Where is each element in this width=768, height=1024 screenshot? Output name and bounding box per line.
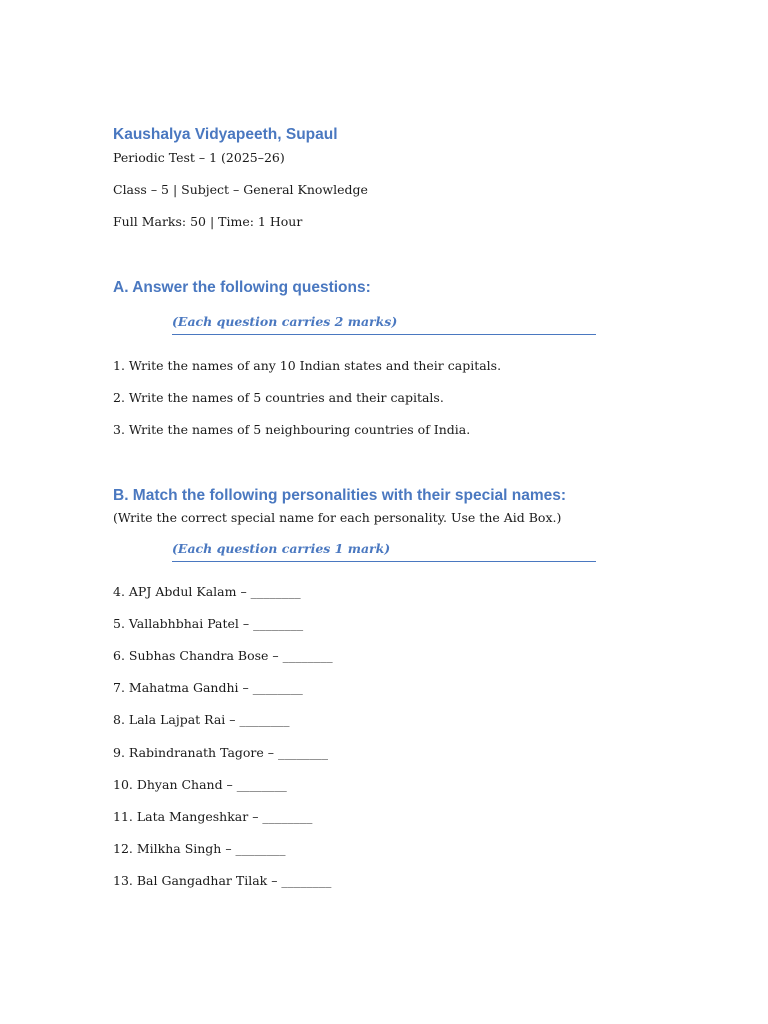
school-name: Kaushalya Vidyapeeth, Supaul: [113, 126, 338, 143]
question-13: 13. Bal Gangadhar Tilak – ________: [113, 873, 332, 888]
question-2: 2. Write the names of 5 countries and their capitals.: [113, 390, 444, 405]
section-b-instruction: (Write the correct special name for each personality. Use the Aid Box.): [113, 510, 562, 525]
question-3: 3. Write the names of 5 neighbouring countries of India.: [113, 422, 471, 437]
section-a-marks-note: (Each question carries 2 marks): [172, 314, 596, 335]
section-b-marks-note: (Each question carries 1 mark): [172, 541, 596, 562]
question-12: 12. Milkha Singh – ________: [113, 841, 286, 856]
question-1: 1. Write the names of any 10 Indian states and their capitals.: [113, 358, 502, 373]
marks-time: Full Marks: 50 | Time: 1 Hour: [113, 214, 303, 229]
class-subject: Class – 5 | Subject – General Knowledge: [113, 182, 368, 197]
question-9: 9. Rabindranath Tagore – ________: [113, 745, 328, 760]
question-6: 6. Subhas Chandra Bose – ________: [113, 648, 333, 663]
question-7: 7. Mahatma Gandhi – ________: [113, 680, 303, 695]
section-b-title: B. Match the following personalities with their special names:: [113, 487, 567, 504]
question-8: 8. Lala Lajpat Rai – ________: [113, 712, 290, 727]
question-5: 5. Vallabhbhai Patel – ________: [113, 616, 304, 631]
test-title: Periodic Test – 1 (2025–26): [113, 150, 285, 165]
section-a-title: A. Answer the following questions:: [113, 279, 371, 296]
question-11: 11. Lata Mangeshkar – ________: [113, 809, 313, 824]
question-10: 10. Dhyan Chand – ________: [113, 777, 287, 792]
question-4: 4. APJ Abdul Kalam – ________: [113, 584, 301, 599]
